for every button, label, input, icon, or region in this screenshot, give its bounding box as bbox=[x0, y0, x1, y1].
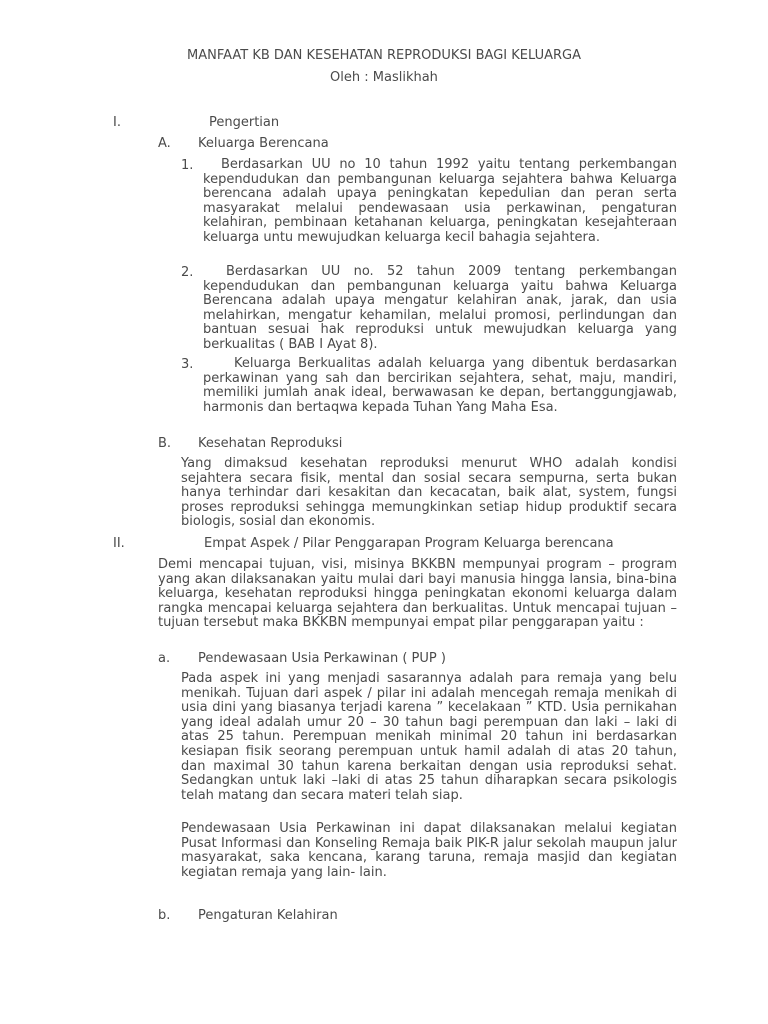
section-1-number: I. bbox=[113, 115, 121, 130]
pillar-a-paragraph-1: Pada aspek ini yang menjadi sasarannya adalah para remaja yang belu menikah. Tujuan dari aspek / pilar ini adalah mencegah remaja menikah di usia dini yang biasanya terjadi karena ” kecelakaan ” KTD. Usia pernikahan yang ideal adalah umur 20 – 30 tahun bagi perempuan dan laki – laki di atas 25 tahun. Perempuan menikah minimal 20 tahun ini berdasarkan kesiapan fisik seorang perempuan untuk hamil adalah di atas 20 tahun, dan maximal 30 tahun karena berkaitan dengan usia reproduksi sehat. Sedangkan untuk laki –laki di atas 25 tahun diharapkan secara psikologis telah matang dan secara materi telah siap. bbox=[181, 671, 677, 803]
section-2-intro: Demi mencapai tujuan, visi, misinya BKKBN mempunyai program – program yang akan dilaksanakan yaitu mulai dari bayi manusia hingga lansia, bina-bina keluarga, kesehatan reproduksi hingga peningkatan ekonomi keluarga dalam rangka mencapai keluarga sejahtera dan berkualitas. Untuk mencapai tujuan – tujuan tersebut maka BKKBN mempunyai empat pilar penggarapan yaitu : bbox=[158, 557, 677, 631]
subsection-b-title: Kesehatan Reproduksi bbox=[198, 436, 343, 451]
pillar-a-paragraph-2: Pendewasaan Usia Perkawinan ini dapat dilaksanakan melalui kegiatan Pusat Informasi dan Konseling Remaja baik PIK-R jalur sekolah maupun jalur masyarakat, saka kencana, karang taruna, remaja masjid dan kegiatan kegiatan remaja yang lain- lain. bbox=[181, 821, 677, 880]
list-item-2-number: 2. bbox=[181, 265, 194, 280]
document-title: MANFAAT KB DAN KESEHATAN REPRODUKSI BAGI KELUARGA bbox=[187, 48, 581, 63]
pillar-a-number: a. bbox=[158, 651, 171, 666]
pillar-b-title: Pengaturan Kelahiran bbox=[198, 908, 338, 923]
section-2-title: Empat Aspek / Pilar Penggarapan Program Keluarga berencana bbox=[204, 536, 614, 551]
pillar-b-number: b. bbox=[158, 908, 171, 923]
list-item-2-text: Berdasarkan UU no. 52 tahun 2009 tentang perkembangan kependudukan dan pembangunan keluarga yaitu bahwa Keluarga Berencana adalah upaya mengatur kelahiran anak, jarak, dan usia melahirkan, mengatur kehamilan, melalui promosi, perlindungan dan bantuan sesuai hak reproduksi untuk mewujudkan keluarga yang berkualitas ( BAB I Ayat 8). bbox=[203, 264, 677, 352]
reproductive-health-definition: Yang dimaksud kesehatan reproduksi menurut WHO adalah kondisi sejahtera secara fisik, mental dan sosial secara sempurna, serta bukan hanya terhindar dari kesakitan dan kecacatan, baik alat, system, fungsi proses reproduksi sehingga memungkinkan setiap hidup produktif secara biologis, sosial dan ekonomis. bbox=[181, 456, 677, 530]
section-1-title: Pengertian bbox=[209, 115, 280, 130]
document-author: Oleh : Maslikhah bbox=[330, 70, 438, 85]
list-item-1-number: 1. bbox=[181, 158, 194, 173]
subsection-a-number: A. bbox=[158, 136, 171, 151]
list-item-3-number: 3. bbox=[181, 357, 194, 372]
list-item-3-text: Keluarga Berkualitas adalah keluarga yang dibentuk berdasarkan perkawinan yang sah dan bercirikan sejahtera, sehat, maju, mandiri, memiliki jumlah anak ideal, berwawasan ke depan, bertanggungjawab, harmonis dan bertaqwa kepada Tuhan Yang Maha Esa. bbox=[203, 356, 677, 415]
pillar-a-title: Pendewasaan Usia Perkawinan ( PUP ) bbox=[198, 651, 446, 666]
section-2-number: II. bbox=[113, 536, 125, 551]
subsection-b-number: B. bbox=[158, 436, 172, 451]
subsection-a-title: Keluarga Berencana bbox=[198, 136, 329, 151]
list-item-1-text: Berdasarkan UU no 10 tahun 1992 yaitu tentang perkembangan kependudukan dan pembangunan keluarga sejahtera bahwa Keluarga berencana adalah upaya peningkatan kepedulian dan peran serta masyarakat melalui pendewasaan usia perkawinan, pengaturan kelahiran, pembinaan ketahanan keluarga, peningkatan kesejahteraan keluarga untu mewujudkan keluarga kecil bahagia sejahtera. bbox=[203, 157, 677, 245]
